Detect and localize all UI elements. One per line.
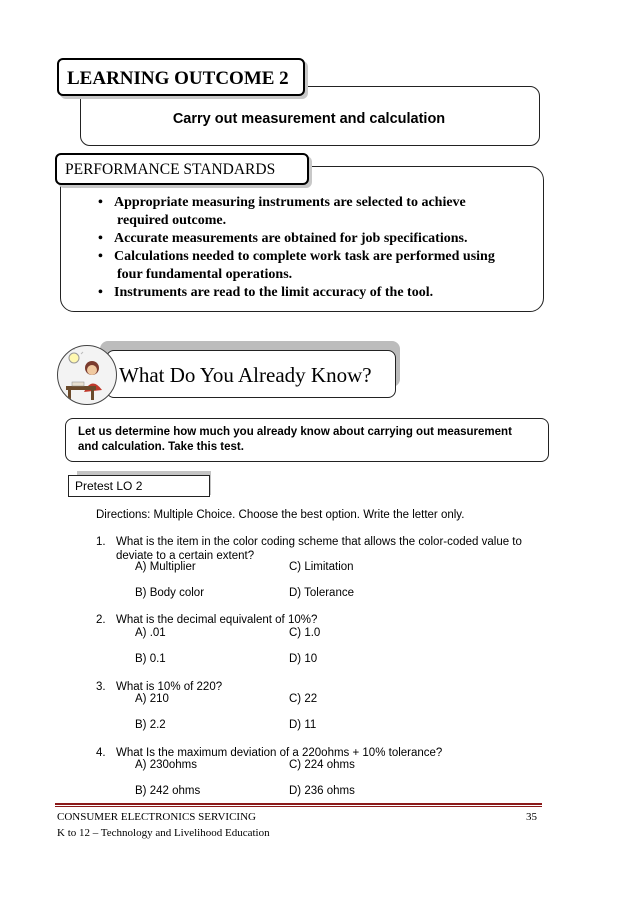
page-number: 35 [526,811,537,823]
footer-rule [55,803,542,805]
option-a: A) 230ohms [135,759,198,771]
option-c: C) 1.0 [289,627,321,639]
learning-outcome-subtitle: Carry out measurement and calculation [172,111,446,127]
footer-program: K to 12 – Technology and Livelihood Education [57,827,270,839]
directions: Directions: Multiple Choice. Choose the best option. Write the letter only. [96,509,465,521]
question: 1. What is the item in the color coding scheme that allows the color-coded value to deviate to a certain extent? [96,535,556,563]
standard-item: • Appropriate measuring instruments are selected to achieve required outcome. [98,194,528,230]
student-thinking-icon [57,345,117,405]
intro-box [65,418,549,462]
option-c: C) 224 ohms [289,759,355,771]
intro-line: Let us determine how much you already know about carrying out measurement [78,426,512,438]
intro-line: and calculation. Take this test. [78,441,244,453]
question-text: What is 10% of 220? [116,681,223,693]
option-b: B) 242 ohms [135,785,201,797]
standard-item: • Calculations needed to complete work task are performed using four fundamental operations. [98,248,528,284]
footer-course: CONSUMER ELECTRONICS SERVICING [57,811,256,823]
option-b: B) 2.2 [135,719,166,731]
option-b: B) 0.1 [135,653,166,665]
option-a: A) 210 [135,693,169,705]
option-d: D) Tolerance [289,587,354,599]
option-d: D) 236 ohms [289,785,355,797]
question-text: What is the item in the color coding scheme that allows the color-coded value to [116,536,522,548]
question: 4. What Is the maximum deviation of a 220ohms + 10% tolerance? [96,746,556,760]
performance-standards-list [98,194,528,302]
option-b: B) Body color [135,587,205,599]
question: 2. What is the decimal equivalent of 10%? [96,613,556,627]
section-title: What Do You Already Know? [106,350,396,398]
option-c: C) 22 [289,693,318,705]
option-a: A) .01 [135,627,166,639]
standard-item: • Instruments are read to the limit accuracy of the tool. [98,284,528,302]
option-d: D) 11 [289,719,317,731]
option-c: C) Limitation [289,561,354,573]
question: 3. What is 10% of 220? [96,680,556,694]
question-text: What is the decimal equivalent of 10%? [116,614,318,626]
footer-rule [55,806,542,807]
pretest-label: Pretest LO 2 [68,475,210,497]
question-text: deviate to a certain extent? [116,550,255,562]
question-text: What Is the maximum deviation of a 220ohms + 10% tolerance? [116,747,443,759]
option-a: A) Multiplier [135,561,196,573]
learning-outcome-title: LEARNING OUTCOME 2 [57,58,305,96]
standard-item: • Accurate measurements are obtained for job specifications. [98,230,528,248]
option-d: D) 10 [289,653,318,665]
performance-standards-title: PERFORMANCE STANDARDS [55,153,309,185]
